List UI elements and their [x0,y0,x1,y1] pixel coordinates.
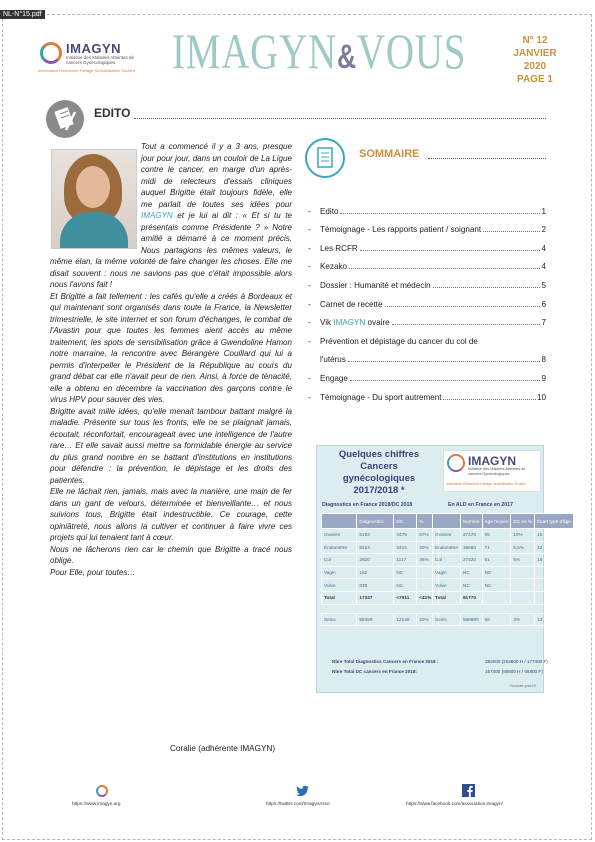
issue-year: 2020 [523,61,547,72]
table-cell: 20% [417,613,439,626]
total-diagnostics-label: Nbre Total Diagnostics Cancers en France 2018 : [332,659,439,664]
toc-page-number: 7 [541,318,546,328]
edito-text [50,141,292,578]
table-cell: Endomètre [433,541,461,554]
table-cell: Total [322,591,357,604]
issue-info [500,34,570,86]
edito-paragraph-6: Pour Elle, pour toutes… [50,567,136,577]
toc-page-number: 6 [541,299,546,309]
table-cell: 10% [511,529,535,542]
toc-label: Vik IMAGYN ovaire [320,318,390,328]
table-cell: DC [394,514,417,529]
toc-page-number: 8 [541,355,546,365]
table-cell: NC [460,566,482,579]
toc-label: l'utérus [320,355,346,365]
table-cell [535,566,574,579]
issue-page: PAGE 1 [517,74,553,85]
table-cell: Age moyen [482,514,511,529]
footer-link-facebook[interactable]: https://www.facebook.com/association.imagyn/ [406,801,503,806]
table-cell [511,591,535,604]
table-header-row [322,514,439,529]
edito-paragraph-5: Nous ne lâcherons rien car le chemin que Brigitte a tracé nous oblige. [50,544,292,565]
masthead-right: VOUS [356,23,467,79]
masthead-left: IMAGYN [172,23,338,79]
table-cell: % [417,514,439,529]
toc-bullet: - [308,262,311,272]
table-cell: 67% [417,529,439,542]
table-cell: Seins [322,613,357,626]
edito-dotted-rule [134,118,546,119]
table-cell [511,566,535,579]
table-cell: 30% [417,541,439,554]
toc-page-number: 1 [541,206,546,216]
toc-leader [340,213,540,214]
stats-title-line-2: gynécologiques [342,473,416,484]
table-cell: Diagnostics [357,514,394,529]
file-label: NL-N°15.pdf [0,10,45,19]
toc-bullet: - [308,392,311,402]
stats-right-table [432,513,574,626]
table-cell: 15 [535,529,574,542]
table-cell: 5193 [357,529,394,542]
table-cell [535,579,574,592]
table-of-contents [308,197,546,402]
table-cell: 838 [357,579,394,592]
stats-logo-tagline: Information Recherche Partage Sensibilisation Soutien [446,482,526,486]
table-total-row [433,591,574,604]
table-cell: Vagin [322,566,357,579]
toc-item[interactable] [308,216,546,235]
issue-month: JANVIER [513,48,557,59]
table-cell: <41% [417,591,439,604]
imagyn-logo-icon [40,42,62,64]
toc-page-number: 9 [541,373,546,383]
edito-paragraph-2: Et Brigitte a fait tellement : les cafés qu'elle a créés à Bordeaux et qui maintenant sont organisés dans toute la France, la Newsletter trimestrielle, le site internet et son forum d'échanges, le combat de l'Avastin pour que toutes les femmes aient accès au même traitement, les spots de sensibilisation grâce à Gwendoline Hamon notre marraine, la rencontre avec Bérangère Couillard qui lui a permis d'interpeller le Président de la République au cours du grand débat car elle n'avait peur de rien. Ainsi, à force de ténacité, elle a obtenu en décembre la vaccination des garçons contre le virus HPV pour sauver des vies. [50,291,292,404]
toc-leader [443,399,536,400]
sommaire-dotted-rule [428,158,546,159]
toc-item[interactable] [308,290,546,309]
toc-item[interactable] [308,383,546,402]
table-cell: 162 [357,566,394,579]
toc-item[interactable] [308,309,546,328]
table-cell: 58459 [357,613,394,626]
toc-leader [392,324,541,325]
edito-paragraph-4: Elle ne lâchait rien, jamais, mais avec la manière, une main de fer dans un gant de velours, déterminée et bienveillante… et nous suivions tous, Brigitte était indestructible. Ce courage, cette opiniâtreté, nous allons la cultiver et continuer à faire vivre ces projets qui lui tenaient tant à cœur. [50,487,292,542]
table-cell: NC [482,566,511,579]
stats-logo-icon [447,454,465,472]
table-spacer-row [322,604,439,613]
logo-tagline: Information Recherche Partage Sensibilisation Soutien [38,68,135,73]
table-row [433,554,574,567]
toc-label: Edito [320,206,339,216]
table-cell: Nombre [460,514,482,529]
toc-item[interactable] [308,234,546,253]
stats-right-heading: En ALD en France en 2017 [448,502,513,508]
masthead-amp: & [337,38,357,76]
table-cell: Ovaires [433,529,461,542]
stats-left-heading: Diagnostics en France 2018/DC 2018 [322,502,413,508]
logo-name: IMAGYN [66,41,121,56]
table-cell: 5% [511,554,535,567]
toc-item[interactable] [308,364,546,383]
table-cell: 2920 [357,554,394,567]
table-cell: 91770 [460,591,482,604]
table-cell: NC [460,579,482,592]
table-cell [511,579,535,592]
table-cell: Vulve [433,579,461,592]
table-row [322,541,439,554]
toc-page-number: 4 [541,243,546,253]
toc-bullet: - [308,318,311,328]
imagyn-footer-icon[interactable] [96,785,108,797]
table-cell: 13 [535,613,574,626]
stats-totals-values [485,657,548,677]
table-cell: 5,5% [511,541,535,554]
edito-paragraph-3: Brigitte avait mille idées, qu'elle menait tambour battant malgré la maladie. Présente sur tous les fronts, elle ne se plaignait jamais, écoutait, réconfortait, encourageait avec une intelligence de l'autre rare… Et elle savait aussi mettre sa formidable énergie au service du plus grand nombre en se battant d'institutions en institutions pour défendre : la prévention, le dépistage et les droits des patientes. [50,406,292,485]
edito-signature: Coralie (adhérente IMAGYN) [170,744,276,753]
toc-bullet: - [308,280,311,290]
table-cell: Endomètre [322,541,357,554]
table-cell [535,591,574,604]
table-cell: 71 [482,541,511,554]
sommaire-list-icon [305,138,345,178]
stats-title-line-1: Quelques chiffres Cancers [338,449,420,472]
table-cell [322,514,357,529]
table-cell: NC [482,579,511,592]
table-row [322,579,439,592]
table-header-row [433,514,574,529]
sommaire-title: SOMMAIRE [359,148,420,160]
table-cell: 65 [482,529,511,542]
toc-page-number: 4 [541,262,546,272]
toc-leader [385,306,541,307]
table-cell [433,514,461,529]
footer-link-website[interactable]: https://www.imagyn.org [72,801,121,806]
stats-totals-labels [332,657,438,677]
toc-page-number: 2 [541,225,546,235]
toc-leader [349,268,540,269]
toc-label: Prévention et dépistage du cancer du col de [320,336,478,346]
toc-bullet: - [308,373,311,383]
toc-leader [348,361,541,362]
toc-item[interactable] [308,327,546,346]
table-cell: 12 [535,541,574,554]
table-cell: <7011 [394,591,417,604]
stats-logo-subtitle: Initiative des Malades Atteintes de cancers Gynécologiques [468,467,526,476]
toc-label: Kezako [320,262,347,272]
footer-link-twitter[interactable]: https://twitter.com/ImagynAsso [266,801,330,806]
table-row-seins [322,613,439,626]
table-row [322,529,439,542]
table-cell: 17337 [357,591,394,604]
table-cell: NC [394,579,417,592]
toc-label: Carnet de recette [320,299,383,309]
edito-paragraph-1: Tout a commencé il y a 3 ans, presque jour pour jour, dans un couloir de La Ligue contre le cancer, en marge d'un après-midi de relecteurs d'essais cliniques auquel Brigitte était toujours fidèle, elle me parlait de toutes ses idées pour IMAGYN et je lui ai dit : « Et si tu te présentais comme Présidente ? » Notre amitié a démarré à ce moment précis. Nous partagions les mêmes valeurs, le même élan, la même volonté de faire changer les choses. Elle me disait souvent : nous ne savions pas que c'était impossible alors nous l'avons fait ! [50,142,292,289]
toc-bullet: - [308,243,311,253]
table-cell [482,591,511,604]
table-cell: DC en % [511,514,535,529]
edito-title: EDITO [94,106,131,120]
twitter-icon[interactable] [296,784,310,796]
table-cell: NC [394,566,417,579]
toc-item[interactable] [308,197,546,216]
toc-page-number: 10 [536,392,546,402]
table-row [322,566,439,579]
table-cell: 12146 [394,613,417,626]
table-total-row [322,591,439,604]
table-cell: Écart type d'âge [535,514,574,529]
table-row [322,554,439,567]
table-cell: 15 [535,554,574,567]
toc-item[interactable] [308,253,546,272]
toc-label: Témoignage - Les rapports patient / soignant [320,225,482,235]
stats-left-table [321,513,439,626]
table-cell: 1117 [394,554,417,567]
toc-bullet: - [308,206,311,216]
table-cell: Ovaires [322,529,357,542]
toc-bullet: - [308,336,311,346]
table-cell: Col [433,554,461,567]
table-cell: 3% [511,613,535,626]
table-cell: 588880 [460,613,482,626]
toc-leader [350,380,541,381]
table-cell: 3479 [394,529,417,542]
toc-bullet: - [308,299,311,309]
table-row [433,529,574,542]
table-cell: Vulve [322,579,357,592]
total-diagnostics-value: 382000 (204600 H / 177400 F) [485,659,548,664]
toc-leader [483,231,540,232]
table-cell: Total [433,591,461,604]
total-dc-value: 157400 (90600 H / 66800 F) [485,669,543,674]
table-cell: 61 [482,554,511,567]
table-cell: 27470 [460,529,482,542]
facebook-icon[interactable] [462,784,475,797]
issue-number: N° 12 [522,35,548,46]
table-cell: 8224 [357,541,394,554]
toc-item[interactable] [308,271,546,290]
table-cell: Vagin [433,566,461,579]
logo-subtitle: Initiative des Malades Atteintes de cancers Gynécologiques [66,55,135,65]
stats-source: *Sources procI.fr [509,684,536,688]
toc-page-number: 5 [541,280,546,290]
table-cell: 66 [482,613,511,626]
toc-item[interactable] [308,346,546,365]
toc-label: Témoignage - Du sport autrement [320,392,442,402]
table-cell: Col [322,554,357,567]
edito-pen-icon [46,100,84,138]
toc-label: Engage [320,373,348,383]
table-cell: 36680 [460,541,482,554]
table-cell: 2415 [394,541,417,554]
table-cell: Seins [433,613,461,626]
toc-leader [433,287,541,288]
table-cell: 38% [417,554,439,567]
table-cell: 27220 [460,554,482,567]
masthead-title [172,22,466,80]
table-row [433,579,574,592]
toc-leader [360,250,541,251]
total-dc-label: Nbre Total DC cancers en France 2018: [332,669,417,674]
table-row [433,566,574,579]
stats-title [325,449,433,497]
table-spacer-row [433,604,574,613]
table-row [433,541,574,554]
toc-label: Dossier : Humanité et médecin [320,280,431,290]
toc-bullet: - [308,225,311,235]
table-row-seins [433,613,574,626]
stats-logo-name: IMAGYN [468,454,516,468]
toc-label: Les RCFR [320,243,358,253]
stats-title-line-3: 2017/2018 * [353,485,405,496]
